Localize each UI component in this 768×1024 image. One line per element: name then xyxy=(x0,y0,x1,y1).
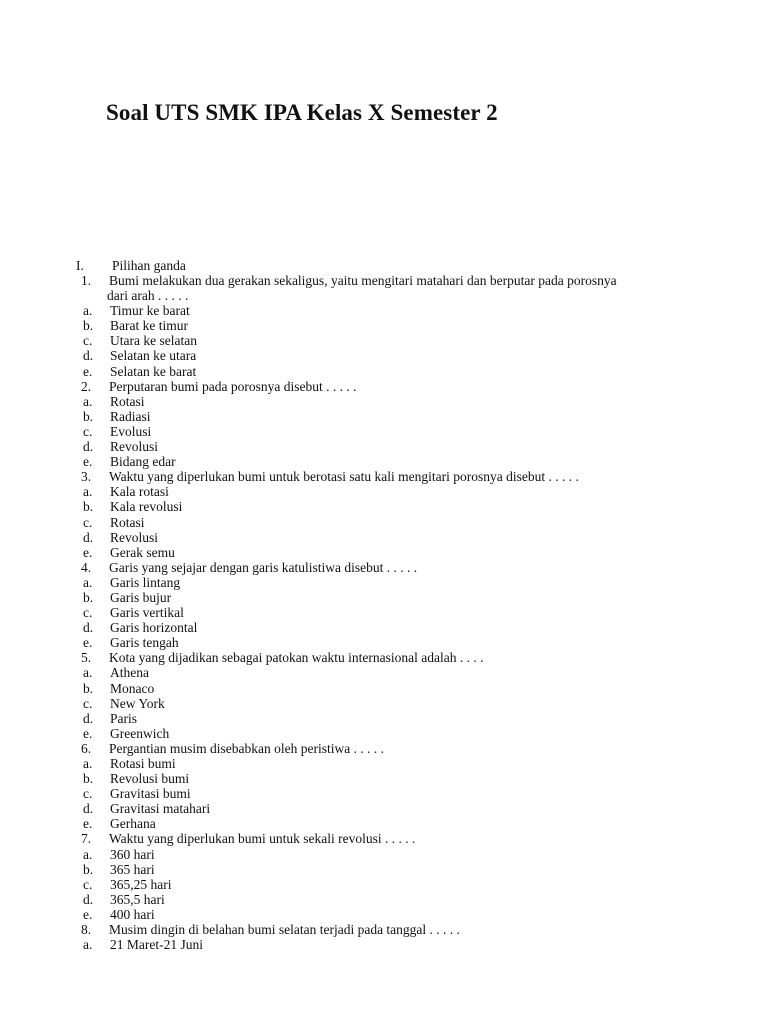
answer-option xyxy=(0,394,768,409)
answer-option xyxy=(0,907,768,922)
option-label: a. xyxy=(83,937,93,953)
option-text: 365 hari xyxy=(110,861,155,877)
question-text: dari arah . . . . . xyxy=(107,288,189,304)
section-heading xyxy=(76,258,186,273)
option-label: a. xyxy=(83,303,93,319)
option-label: d. xyxy=(83,529,94,545)
option-text: Rotasi bumi xyxy=(110,756,176,771)
option-label: a. xyxy=(83,665,93,681)
option-text: Gravitasi bumi xyxy=(110,786,191,802)
option-text: Gerak semu xyxy=(110,544,175,560)
option-label: e. xyxy=(83,725,93,741)
page-title: Soal UTS SMK IPA Kelas X Semester 2 xyxy=(106,100,498,125)
question-line xyxy=(0,560,768,575)
option-text: Garis horizontal xyxy=(110,620,198,636)
option-text: Garis lintang xyxy=(110,574,181,590)
question-text: Garis yang sejajar dengan garis katulistiwa disebut . . . . . xyxy=(109,559,418,575)
answer-option xyxy=(0,424,768,439)
option-text: Garis vertikal xyxy=(110,605,184,621)
option-text: Kala rotasi xyxy=(110,484,169,500)
option-text: Gravitasi matahari xyxy=(110,801,211,817)
answer-option xyxy=(0,892,768,907)
option-label: e. xyxy=(83,906,93,922)
option-label: a. xyxy=(83,393,93,409)
option-text: Utara ke selatan xyxy=(110,333,197,349)
answer-option xyxy=(0,484,768,499)
option-text: Rotasi xyxy=(110,393,145,409)
answer-option xyxy=(0,771,768,786)
option-text: Gerhana xyxy=(110,816,156,832)
question-number: 3. xyxy=(81,469,92,485)
option-text: 365,25 hari xyxy=(110,876,172,892)
answer-option xyxy=(0,816,768,831)
answer-option xyxy=(0,515,768,530)
option-label: c. xyxy=(83,333,93,349)
answer-option xyxy=(0,318,768,333)
option-label: d. xyxy=(83,710,94,726)
option-text: Radiasi xyxy=(110,408,151,424)
answer-option xyxy=(0,756,768,771)
question-line-continued xyxy=(0,288,768,303)
section-number: I. xyxy=(76,258,84,273)
answer-option xyxy=(0,590,768,605)
option-label: a. xyxy=(83,484,93,500)
option-label: e. xyxy=(83,816,93,832)
option-text: 360 hari xyxy=(110,846,155,862)
answer-option xyxy=(0,409,768,424)
option-text: Garis tengah xyxy=(110,635,179,651)
question-line xyxy=(0,469,768,484)
option-text: Monaco xyxy=(110,680,155,696)
question-number: 6. xyxy=(81,740,92,756)
answer-option xyxy=(0,303,768,318)
question-number: 8. xyxy=(81,922,92,938)
option-label: d. xyxy=(83,439,94,455)
question-line xyxy=(0,273,768,288)
answer-option xyxy=(0,937,768,952)
option-label: c. xyxy=(83,695,93,711)
question-line xyxy=(0,922,768,937)
question-number: 7. xyxy=(81,831,92,847)
option-label: b. xyxy=(83,318,94,334)
answer-option xyxy=(0,499,768,514)
question-text: Waktu yang diperlukan bumi untuk sekali revolusi . . . . . xyxy=(109,831,416,847)
option-label: d. xyxy=(83,348,94,364)
option-text: Athena xyxy=(110,665,149,681)
option-text: Garis bujur xyxy=(110,589,172,605)
option-text: 365,5 hari xyxy=(110,891,165,907)
question-text: Pergantian musim disebabkan oleh peristiwa . . . . . xyxy=(109,740,384,756)
option-label: a. xyxy=(83,756,93,771)
answer-option xyxy=(0,877,768,892)
option-text: New York xyxy=(110,695,165,711)
option-label: a. xyxy=(83,846,93,862)
answer-option xyxy=(0,575,768,590)
answer-option xyxy=(0,726,768,741)
answer-option xyxy=(0,439,768,454)
answer-option xyxy=(0,711,768,726)
answer-option xyxy=(0,454,768,469)
option-text: Barat ke timur xyxy=(110,318,188,334)
answer-option xyxy=(0,333,768,348)
question-line xyxy=(0,379,768,394)
option-text: Revolusi xyxy=(110,529,159,545)
question-text: Waktu yang diperlukan bumi untuk berotasi satu kali mengitari porosnya disebut . . . . . xyxy=(109,469,579,485)
question-text: Kota yang dijadikan sebagai patokan waktu internasional adalah . . . . xyxy=(109,650,484,666)
section-label: Pilihan ganda xyxy=(112,258,186,273)
question-text: Perputaran bumi pada porosnya disebut . . . . . xyxy=(109,378,357,394)
question-number: 1. xyxy=(81,273,92,288)
option-label: c. xyxy=(83,514,93,530)
option-label: e. xyxy=(83,454,93,470)
question-number: 2. xyxy=(81,378,92,394)
option-text: Selatan ke barat xyxy=(110,363,197,379)
question-line xyxy=(0,831,768,846)
option-text: Kala revolusi xyxy=(110,499,183,515)
option-label: a. xyxy=(83,574,93,590)
option-label: e. xyxy=(83,544,93,560)
answer-option xyxy=(0,364,768,379)
option-label: b. xyxy=(83,861,94,877)
answer-option xyxy=(0,862,768,877)
option-label: c. xyxy=(83,876,93,892)
question-line xyxy=(0,650,768,665)
option-label: d. xyxy=(83,620,94,636)
option-text: Paris xyxy=(110,710,137,726)
option-text: Selatan ke utara xyxy=(110,348,197,364)
option-label: b. xyxy=(83,499,94,515)
option-label: c. xyxy=(83,786,93,802)
answer-option xyxy=(0,530,768,545)
option-text: Evolusi xyxy=(110,423,152,439)
option-text: Timur ke barat xyxy=(110,303,190,319)
option-text: Rotasi xyxy=(110,514,145,530)
question-text: Musim dingin di belahan bumi selatan terjadi pada tanggal . . . . . xyxy=(109,922,460,938)
answer-option xyxy=(0,620,768,635)
question-list xyxy=(0,273,768,952)
option-label: d. xyxy=(83,801,94,817)
option-label: c. xyxy=(83,423,93,439)
option-label: e. xyxy=(83,635,93,651)
option-text: Revolusi bumi xyxy=(110,771,190,787)
answer-option xyxy=(0,786,768,801)
answer-option xyxy=(0,545,768,560)
answer-option xyxy=(0,681,768,696)
option-label: b. xyxy=(83,589,94,605)
question-line xyxy=(0,741,768,756)
option-text: 400 hari xyxy=(110,906,155,922)
answer-option xyxy=(0,696,768,711)
answer-option xyxy=(0,605,768,620)
answer-option xyxy=(0,801,768,816)
option-label: e. xyxy=(83,363,93,379)
answer-option xyxy=(0,665,768,680)
answer-option xyxy=(0,635,768,650)
option-label: b. xyxy=(83,771,94,787)
option-label: c. xyxy=(83,605,93,621)
option-label: b. xyxy=(83,408,94,424)
question-number: 4. xyxy=(81,559,92,575)
question-text: Bumi melakukan dua gerakan sekaligus, yaitu mengitari matahari dan berputar pada porosnya xyxy=(109,273,617,288)
option-label: b. xyxy=(83,680,94,696)
answer-option xyxy=(0,348,768,363)
question-number: 5. xyxy=(81,650,92,666)
option-text: 21 Maret-21 Juni xyxy=(110,937,203,953)
option-text: Bidang edar xyxy=(110,454,176,470)
option-text: Revolusi xyxy=(110,439,159,455)
answer-option xyxy=(0,847,768,862)
option-text: Greenwich xyxy=(110,725,170,741)
option-label: d. xyxy=(83,891,94,907)
